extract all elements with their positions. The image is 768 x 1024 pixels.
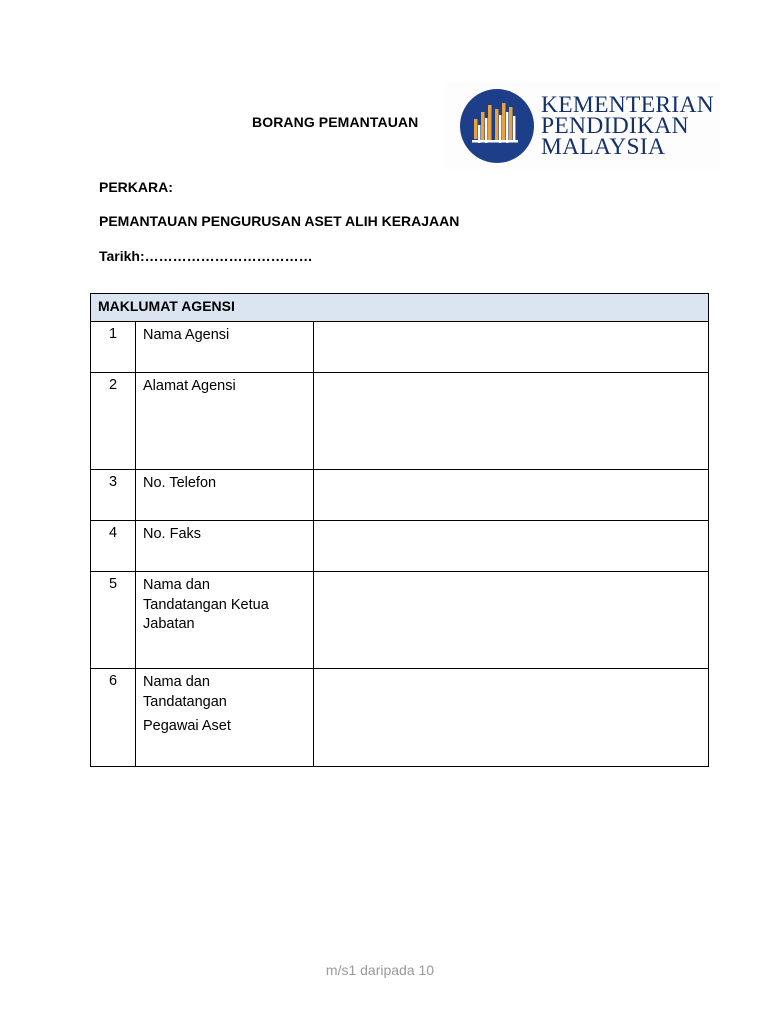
table-row — [91, 470, 709, 521]
table-row — [91, 322, 709, 373]
row-label-phone — [136, 470, 314, 521]
table-header: MAKLUMAT AGENSI — [91, 294, 709, 322]
label-line: Nama dan — [143, 577, 210, 593]
logo-line-2: PENDIDIKAN — [541, 112, 689, 139]
label-line: Nama dan — [143, 674, 210, 690]
perkara-label: PERKARA: — [99, 179, 173, 195]
kpm-logo — [445, 82, 720, 170]
row-number: 5 — [91, 572, 136, 669]
subject-line: PEMANTAUAN PENGURUSAN ASET ALIH KERAJAAN — [99, 213, 460, 229]
row-label-head-of-department — [136, 572, 314, 669]
table-row — [91, 521, 709, 572]
phone-field[interactable] — [314, 470, 709, 521]
head-of-department-signature-field[interactable] — [314, 572, 709, 669]
label-line: No. Faks — [143, 526, 202, 542]
label-line: Nama Agensi — [143, 327, 230, 343]
row-number: 1 — [91, 322, 136, 373]
table-row — [91, 373, 709, 470]
label-line: Alamat Agensi — [143, 378, 236, 394]
label-line: No. Telefon — [143, 475, 217, 491]
label-line: Tandatangan Ketua — [143, 596, 269, 613]
logo-line-1: KEMENTERIAN — [541, 91, 714, 118]
row-number: 2 — [91, 373, 136, 470]
row-label-agency-name — [136, 322, 314, 373]
date-field: Tarikh:……………………………… — [99, 248, 313, 264]
label-line: Tandatangan — [143, 693, 227, 710]
asset-officer-signature-field[interactable] — [314, 669, 709, 767]
agency-info-table — [90, 293, 709, 767]
table-row — [91, 572, 709, 669]
agency-name-field[interactable] — [314, 322, 709, 373]
table-row — [91, 669, 709, 767]
row-label-agency-address — [136, 373, 314, 470]
fax-field[interactable] — [314, 521, 709, 572]
agency-address-field[interactable] — [314, 373, 709, 470]
row-number: 3 — [91, 470, 136, 521]
label-line: Pegawai Aset — [143, 718, 231, 734]
row-label-asset-officer — [136, 669, 314, 767]
row-label-fax — [136, 521, 314, 572]
logo-text — [541, 91, 714, 160]
document-title: BORANG PEMANTAUAN — [252, 114, 419, 130]
row-number: 6 — [91, 669, 136, 767]
row-number: 4 — [91, 521, 136, 572]
page-counter: m/s1 daripada 10 — [325, 962, 435, 978]
label-line: Jabatan — [143, 616, 195, 632]
logo-line-3: MALAYSIA — [541, 133, 666, 160]
kpm-crest-icon — [459, 88, 535, 164]
